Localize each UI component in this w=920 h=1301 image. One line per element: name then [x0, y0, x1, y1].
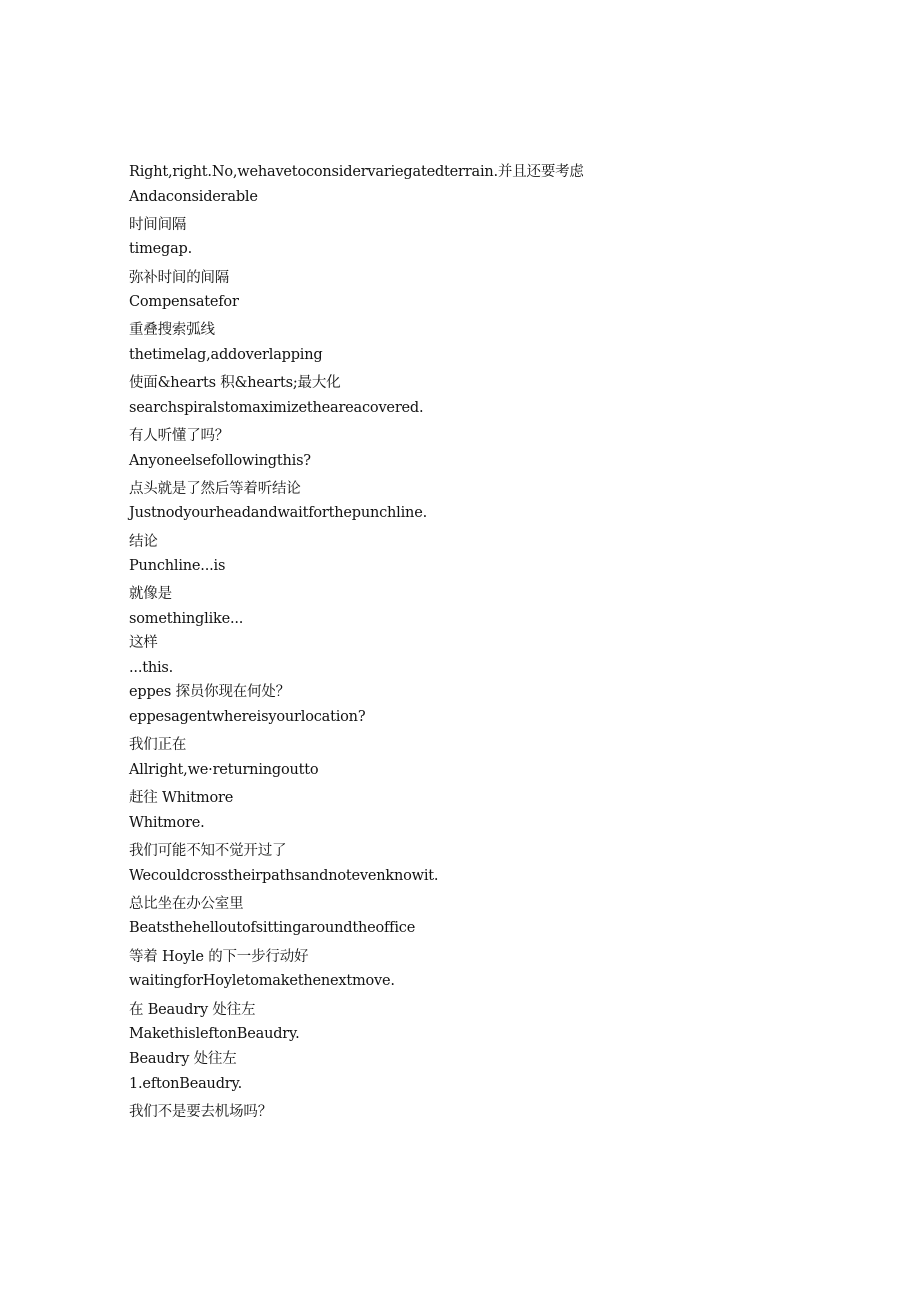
text-line: timegap. — [129, 241, 193, 257]
text-line: 我们不是要去机场吗？ — [129, 1104, 272, 1120]
text-line: waitingforHoyletomakethenextmove. — [129, 973, 395, 989]
text-line: 结论 — [129, 534, 158, 550]
text-line: 1.eftonBeaudry. — [129, 1076, 242, 1092]
text-line: Punchline...is — [129, 558, 226, 574]
text-line: Whitmore. — [129, 815, 205, 831]
text-line: MakethisleftonBeaudry. — [129, 1026, 300, 1042]
text-line: 在 Beaudry 处往左 — [129, 1002, 256, 1018]
text-line: 我们可能不知不觉开过了 — [129, 843, 287, 859]
text-line: 这样 — [129, 635, 158, 651]
text-line: eppes 探员你现在何处？ — [129, 684, 290, 700]
text-line: Anyoneelsefollowingthis? — [129, 453, 311, 469]
text-line: 总比坐在办公室里 — [129, 896, 244, 912]
text-line: 使面&hearts 积&hearts;最大化 — [129, 375, 341, 391]
text-line: ...this. — [129, 660, 174, 676]
text-line: 等着 Hoyle 的下一步行动好 — [129, 949, 309, 965]
text-line: Beatsthehelloutofsittingaroundtheoffice — [129, 920, 416, 936]
text-line: 我们正在 — [129, 737, 187, 753]
text-line: 有人听懂了吗？ — [129, 428, 230, 444]
text-line: Wecouldcrosstheirpathsandnotevenknowit. — [129, 868, 439, 884]
text-line: 点头就是了然后等着听结论 — [129, 481, 301, 497]
text-line: Compensatefor — [129, 294, 239, 310]
text-line: 赶往 Whitmore — [129, 790, 234, 806]
text-line: thetimelag,addoverlapping — [129, 347, 323, 363]
text-line: Right,right.No,wehavetoconsidervariegatedterrain.并且还要考虑 — [129, 164, 584, 180]
text-line: Justnodyourheadandwaitforthepunchline. — [129, 505, 427, 521]
text-line: Beaudry 处往左 — [129, 1051, 237, 1067]
text-line: Andaconsiderable — [129, 189, 258, 205]
text-line: 重叠搜索弧线 — [129, 322, 215, 338]
text-line: Allright,we·returningoutto — [129, 762, 319, 778]
text-line: searchspiralstomaximizetheareacovered. — [129, 400, 424, 416]
text-line: 时间间隔 — [129, 217, 187, 233]
text-line: 就像是 — [129, 586, 172, 602]
text-line: somethinglike... — [129, 611, 244, 627]
text-line: eppesagentwhereisyourlocation? — [129, 709, 366, 725]
text-line: 弥补时间的间隔 — [129, 270, 230, 286]
